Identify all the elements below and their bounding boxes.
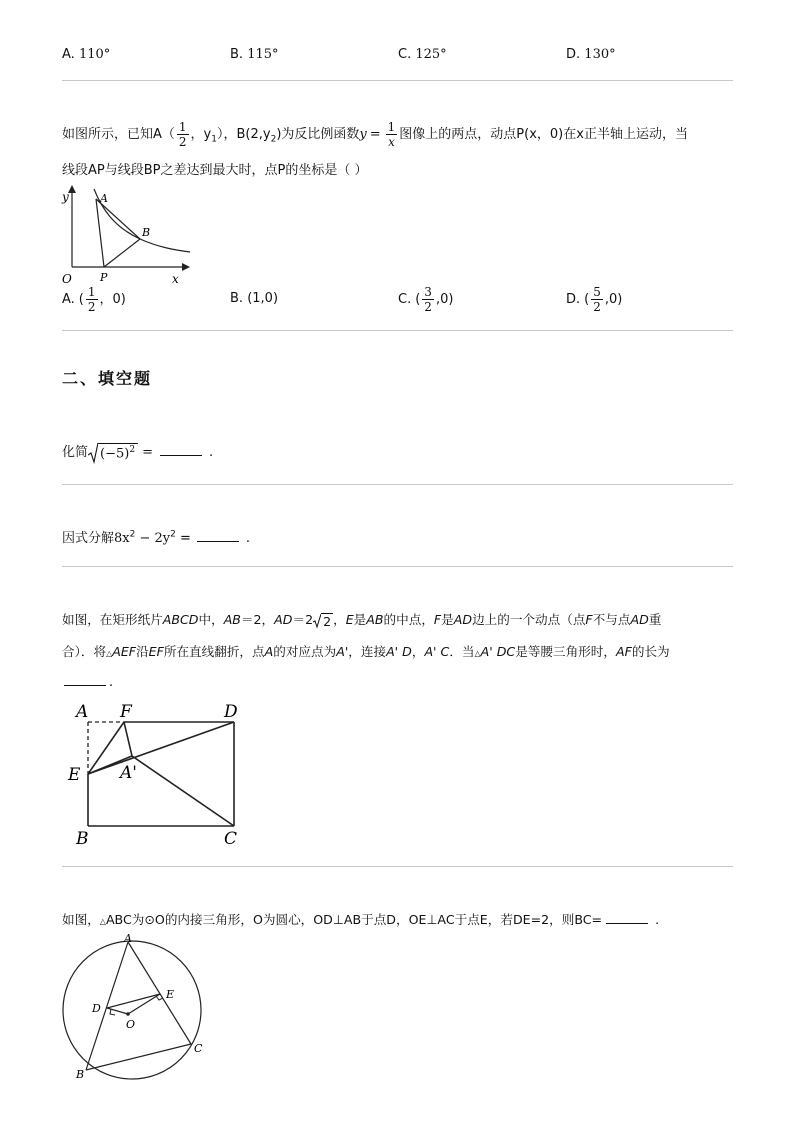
paren: ( <box>415 292 421 307</box>
q-text: 所在直线翻折，点 <box>163 644 265 659</box>
q-text: 的中点， <box>383 612 434 627</box>
radicand: 2 <box>323 613 332 629</box>
label-a: A <box>124 932 132 945</box>
radical-sign <box>313 613 321 629</box>
option-letter: B. <box>230 47 244 62</box>
func-eq: = <box>369 127 381 142</box>
label-c: C <box>224 829 238 849</box>
hyperbola-curve <box>94 189 190 252</box>
option-d[interactable] <box>566 47 616 62</box>
subscript: 1 <box>211 134 217 145</box>
q-text: ＝2， <box>240 612 275 627</box>
label-y: y <box>62 190 69 204</box>
label-d: D <box>224 702 238 722</box>
q-text: ．当 <box>449 644 475 659</box>
answer-blank[interactable] <box>606 912 648 924</box>
label-o: O <box>126 1018 136 1031</box>
q-text: 是 <box>353 612 367 627</box>
q-text: . <box>109 675 114 690</box>
segment-fa1 <box>124 722 132 756</box>
frac-den: 2 <box>87 300 96 314</box>
q-text: 图像上的两点，动点P(x，0)在x正半轴上运动，当 <box>399 127 688 142</box>
question-sqrt <box>62 441 213 464</box>
option-letter: A. <box>62 47 75 62</box>
var: E <box>345 612 354 627</box>
var: AB <box>366 612 384 627</box>
option-letter: A. <box>62 292 75 307</box>
option-c[interactable] <box>398 47 447 62</box>
q-text: 沿 <box>136 644 149 659</box>
circle-figure <box>58 930 208 1082</box>
segment-oe <box>128 994 160 1014</box>
option-value: 125° <box>415 47 447 62</box>
var: A <box>264 644 274 659</box>
frac-num: 1 <box>387 120 396 134</box>
q-text: 如图， <box>62 912 100 927</box>
answer-blank[interactable] <box>64 674 106 686</box>
question-rect-line1 <box>62 609 661 629</box>
fraction-half <box>177 120 189 149</box>
question-rect-line2 <box>62 641 670 660</box>
frac-den: 2 <box>424 300 432 314</box>
option-b[interactable] <box>230 291 278 306</box>
equals: = <box>142 445 153 460</box>
segment-ap <box>96 199 104 267</box>
fraction <box>422 285 434 314</box>
q-text: ，连接 <box>348 644 387 659</box>
q-text: 是 <box>441 612 454 627</box>
sqrt-expression <box>313 613 333 629</box>
q-text: 化简 <box>62 445 89 460</box>
frac-num: 1 <box>178 120 187 134</box>
option-value: 110° <box>78 47 111 62</box>
option-d[interactable] <box>566 285 622 314</box>
triangle-symbol: △ <box>99 917 106 926</box>
option-c[interactable] <box>398 285 453 314</box>
triangle-symbol: △ <box>474 649 481 658</box>
var: AEF <box>112 644 137 659</box>
var: A' C <box>424 644 450 659</box>
q-text: 合）．将 <box>62 644 107 659</box>
segment-a1c <box>132 756 234 826</box>
exponent: 2 <box>129 445 136 456</box>
equals: = <box>175 531 191 546</box>
segment-ac <box>128 942 191 1044</box>
q-text: . <box>655 912 660 927</box>
divider <box>62 866 733 867</box>
q-text: . <box>245 531 251 546</box>
fraction <box>86 285 98 314</box>
option-letter: C. <box>398 47 412 62</box>
y-axis-arrow <box>68 185 76 193</box>
fraction <box>591 285 603 314</box>
q-text: )为反比例函数 <box>276 127 360 142</box>
label-f: F <box>120 702 132 722</box>
answer-blank[interactable] <box>160 444 202 456</box>
option-value: 115° <box>247 47 279 62</box>
divider <box>62 330 733 331</box>
var: F <box>433 612 442 627</box>
q-text: 如图，在矩形纸片 <box>62 612 163 627</box>
var: A' DC <box>480 644 516 659</box>
option-a[interactable] <box>62 285 126 314</box>
paren: ( <box>584 292 590 307</box>
expr: − 2y <box>135 531 171 546</box>
question-hyperbola-line2: 线段AP与线段BP之差达到最大时，点P的坐标是（ ） <box>62 163 368 178</box>
answer-blank[interactable] <box>197 530 239 542</box>
label-a-prime: A' <box>120 763 137 783</box>
label-x: x <box>172 272 179 286</box>
var: ABCD <box>162 612 199 627</box>
var: AB <box>223 612 241 627</box>
segment-bp <box>104 239 140 267</box>
segment-bc <box>86 1044 191 1070</box>
triangle-symbol: △ <box>106 649 113 658</box>
option-value: 130° <box>584 47 616 62</box>
label-b: B <box>142 226 151 239</box>
label-p: P <box>100 271 108 284</box>
label-o: O <box>62 272 72 286</box>
section-title: 二、填空题 <box>62 369 153 388</box>
divider <box>62 80 733 81</box>
var: AF <box>615 644 632 659</box>
q-text: 的长为 <box>631 644 670 659</box>
option-letter: D. <box>566 47 581 62</box>
question-hyperbola-line1 <box>62 120 688 149</box>
paren: ,0) <box>435 292 454 307</box>
q-text: ），B(2,y <box>216 127 271 142</box>
divider <box>62 566 733 567</box>
frac-den: 2 <box>178 135 187 149</box>
subscript: 2 <box>270 134 277 145</box>
q-text: 如图所示，已知A（ <box>62 127 175 142</box>
label-b: B <box>76 829 89 849</box>
hyperbola-figure <box>58 183 198 289</box>
var: A' D <box>386 644 412 659</box>
q-text: 因式分解 <box>62 531 115 546</box>
var: A' <box>336 644 349 659</box>
radical-sign <box>88 442 98 464</box>
label-e: E <box>68 765 81 785</box>
option-letter: D. <box>566 292 581 307</box>
q-text: ABC为⊙O的内接三角形，O为圆心，OD⊥AB于点D，OE⊥AC于点E，若DE=2，则BC= <box>105 912 603 927</box>
func-var: y <box>359 127 367 142</box>
segment-ab <box>96 199 140 239</box>
q-text: ， <box>333 612 346 627</box>
fraction-func <box>386 120 398 149</box>
segment-ed <box>88 722 234 774</box>
paren: ( <box>78 292 84 307</box>
label-d: D <box>92 1002 101 1015</box>
label-e: E <box>166 988 175 1001</box>
frac-num: 1 <box>87 285 96 299</box>
var: AD <box>630 612 649 627</box>
q-text: . <box>208 445 214 460</box>
option-a[interactable] <box>62 47 110 62</box>
sqrt-expression <box>88 442 138 464</box>
q-text: 是等腰三角形时， <box>515 644 616 659</box>
option-letter: C. <box>398 292 412 307</box>
label-b: B <box>76 1068 85 1081</box>
question-rect-line3 <box>62 674 113 690</box>
q-text: ＝2 <box>292 612 314 627</box>
option-letter: B. <box>230 291 244 306</box>
segment-de <box>107 994 160 1008</box>
q-text: 重 <box>648 612 662 627</box>
var: EF <box>148 644 164 659</box>
x-axis-arrow <box>182 263 190 271</box>
sqrt-inner <box>98 443 138 461</box>
var: F <box>585 612 593 627</box>
label-a: A <box>100 192 108 205</box>
frac-den: 2 <box>593 300 601 314</box>
center-point <box>126 1012 130 1016</box>
rectangle-figure <box>62 696 252 854</box>
exponent: 2 <box>170 529 176 540</box>
question-factor <box>62 527 250 546</box>
q-text: ，y <box>190 127 212 142</box>
radicand: (−5) <box>100 446 130 462</box>
question-circle <box>62 909 659 928</box>
q-text: 不与点 <box>592 612 631 627</box>
q-text: 中， <box>198 612 224 627</box>
frac-num: 5 <box>593 285 601 299</box>
paren: ,0) <box>604 292 623 307</box>
q-text: 的对应点为 <box>273 644 337 659</box>
q-text: ， <box>411 644 425 659</box>
frac-den: x <box>388 135 395 149</box>
label-a: A <box>76 702 89 722</box>
option-value: (1,0) <box>247 291 279 306</box>
q-text: 边上的一个动点（点 <box>472 612 586 627</box>
label-c: C <box>194 1042 203 1055</box>
exponent: 2 <box>129 529 136 540</box>
divider <box>62 484 733 485</box>
var: AD <box>274 612 293 627</box>
expr: 8x <box>114 531 130 546</box>
paren: ，0) <box>99 292 126 307</box>
var: AD <box>453 612 473 627</box>
frac-num: 3 <box>424 285 432 299</box>
option-b[interactable] <box>230 47 279 62</box>
